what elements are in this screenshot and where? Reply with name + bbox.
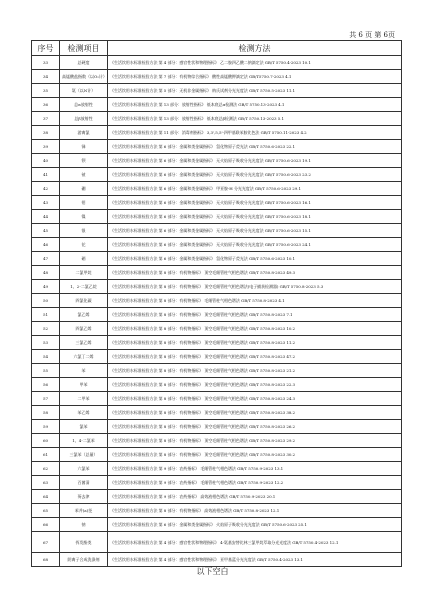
test-method: 《生活饮用水标准检验方法 第 8 部分：有机物指标》 顶空毛细管柱气相色谱法 GB/T 5750.8-2023 30.2 xyxy=(108,448,402,462)
row-number: 63 xyxy=(32,476,60,490)
table-body xyxy=(32,56,402,567)
table-row xyxy=(32,56,402,70)
table-row xyxy=(32,553,402,567)
row-number: 47 xyxy=(32,252,60,266)
table-row xyxy=(32,140,402,154)
table-row xyxy=(32,98,402,112)
test-method: 《生活饮用水标准检验方法 第 9 部分：农药指标》 毛细管柱气相色谱法 GB/T 5750.9-2023 12.2 xyxy=(108,476,402,490)
row-number: 59 xyxy=(32,420,60,434)
table-row xyxy=(32,462,402,476)
test-method: 《生活饮用水标准检验方法 第 6 部分：金属和类金属指标》 无火焰原子吸收分光光度法 GB/T 5750.6-2023 23.2 xyxy=(108,168,402,182)
test-method: 《生活饮用水标准检验方法 第 13 部分：放射性指标》 低本底总α检测法 GB/T 5750.13-2023 4.1 xyxy=(108,98,402,112)
test-method: 《生活饮用水标准检验方法 第 8 部分：有机物指标》 顶空毛细管柱气相色谱法 GB/T 5750.8-2023 49.3 xyxy=(108,266,402,280)
test-method: 《生活饮用水标准检验方法 第 5 部分：无机非金属指标》 纳氏试剂分光光度法 GB/T 5750.5-2023 11.1 xyxy=(108,84,402,98)
row-number: 53 xyxy=(32,336,60,350)
row-number: 42 xyxy=(32,182,60,196)
row-number: 58 xyxy=(32,406,60,420)
test-item: 阴离子合成洗涤剂 xyxy=(60,553,108,567)
test-method: 《生活饮用水标准检验方法 第 8 部分：有机物指标》 顶空毛细管柱气相色谱法 GB/T 5750.8-2023 22.3 xyxy=(108,378,402,392)
test-item: 1、4-二氯苯 xyxy=(60,434,108,448)
row-number: 35 xyxy=(32,84,60,98)
test-item: 莠去津 xyxy=(60,490,108,504)
test-item: 二甲苯 xyxy=(60,392,108,406)
table-row xyxy=(32,420,402,434)
test-item: 甲苯 xyxy=(60,378,108,392)
row-number: 62 xyxy=(32,462,60,476)
table-row xyxy=(32,112,402,126)
test-method: 《生活饮用水标准检验方法 第 8 部分：有机物指标》 顶空毛细管柱气相色谱法(电子捕获检测器) GB/T 5750.8-2023 5.3 xyxy=(108,280,402,294)
row-number: 55 xyxy=(32,364,60,378)
test-method: 《生活饮用水标准检验方法 第 13 部分：放射性指标》 低本底总β检测法 GB/T 5750.13-2023 5.1 xyxy=(108,112,402,126)
test-item: 挥发酚类 xyxy=(60,532,108,553)
table-row xyxy=(32,196,402,210)
test-item: 硒 xyxy=(60,252,108,266)
test-method: 《生活饮用水标准检验方法 第 8 部分：有机物指标》 顶空毛细管柱气相色谱法 GB/T 5750.8-2023 7.1 xyxy=(108,308,402,322)
table-row xyxy=(32,252,402,266)
test-item: 钠 xyxy=(60,518,108,532)
row-number: 61 xyxy=(32,448,60,462)
row-number: 68 xyxy=(32,553,60,567)
table-header-row xyxy=(32,41,402,56)
table-row xyxy=(32,168,402,182)
test-item: 铊 xyxy=(60,238,108,252)
test-item: 总α放射性 xyxy=(60,98,108,112)
test-method: 《生活饮用水标准检验方法 第 8 部分：有机物指标》 顶空毛细管柱气相色谱法 GB/T 5750.8-2023 26.2 xyxy=(108,420,402,434)
row-number: 39 xyxy=(32,140,60,154)
table-row xyxy=(32,504,402,518)
table-row xyxy=(32,182,402,196)
test-method: 《生活饮用水标准检验方法 第 6 部分：金属和类金属指标》 火焰原子吸收分光光度法 GB/T 5750.6-2023 25.1 xyxy=(108,518,402,532)
test-method: 《生活饮用水标准检验方法 第 8 部分：有机物指标》 顶空毛细管柱气相色谱法 GB/T 5750.8-2023 10.2 xyxy=(108,322,402,336)
test-item: 四氯乙烯 xyxy=(60,322,108,336)
row-number: 46 xyxy=(32,238,60,252)
table-row xyxy=(32,308,402,322)
row-number: 40 xyxy=(32,154,60,168)
test-method: 《生活饮用水标准检验方法 第 8 部分：有机物指标》 高效液相色谱法 GB/T 5750.8-2023 12.1 xyxy=(108,504,402,518)
table-row xyxy=(32,154,402,168)
test-method: 《生活饮用水标准检验方法 第 6 部分：金属和类金属指标》 氢化物原子荧光法 GB/T 5750.6-2023 10.1 xyxy=(108,252,402,266)
table-row xyxy=(32,476,402,490)
row-number: 49 xyxy=(32,280,60,294)
test-item: 总β放射性 xyxy=(60,112,108,126)
test-item: 铍 xyxy=(60,168,108,182)
test-item: 六氯苯 xyxy=(60,462,108,476)
test-item: 镍 xyxy=(60,210,108,224)
table-row xyxy=(32,84,402,98)
test-item: 氨（以N计） xyxy=(60,84,108,98)
table-row xyxy=(32,350,402,364)
test-methods-table xyxy=(31,40,402,567)
test-method: 《生活饮用水标准检验方法 第 4 部分：感官性状和物理指标》 4-氨基安替比林三氯甲烷萃取分光光度法 GB/T 5750.4-2023 12.1 xyxy=(108,532,402,553)
test-method: 《生活饮用水标准检验方法 第 8 部分：有机物指标》 顶空毛细管柱气相色谱法 GB/T 5750.8-2023 24.3 xyxy=(108,392,402,406)
table-row xyxy=(32,490,402,504)
row-number: 50 xyxy=(32,294,60,308)
row-number: 51 xyxy=(32,308,60,322)
table-row xyxy=(32,238,402,252)
test-method: 《生活饮用水标准检验方法 第 6 部分：金属和类金属指标》 氢化物原子荧光法 GB/T 5750.6-2023 22.1 xyxy=(108,140,402,154)
row-number: 60 xyxy=(32,434,60,448)
table-row xyxy=(32,336,402,350)
test-method: 《生活饮用水标准检验方法 第 8 部分：有机物指标》 顶空毛细管柱气相色谱法 GB/T 5750.8-2023 11.2 xyxy=(108,336,402,350)
table-row xyxy=(32,322,402,336)
test-item: 钡 xyxy=(60,154,108,168)
test-item: 氯苯 xyxy=(60,420,108,434)
table-row xyxy=(32,406,402,420)
test-item: 六氯丁二烯 xyxy=(60,350,108,364)
test-method: 《生活饮用水标准检验方法 第 6 部分：金属和类金属指标》 甲亚胺-H 分光光度法 GB/T 5750.6-2023 29.1 xyxy=(108,182,402,196)
table-row xyxy=(32,448,402,462)
blank-below-note: 以下空白 xyxy=(196,567,229,576)
row-number: 65 xyxy=(32,504,60,518)
row-number: 64 xyxy=(32,490,60,504)
table-row xyxy=(32,280,402,294)
test-method: 《生活饮用水标准检验方法 第 8 部分：有机物指标》 顶空毛细管柱气相色谱法 GB/T 5750.8-2023 21.2 xyxy=(108,364,402,378)
test-method: 《生活饮用水标准检验方法 第 8 部分：有机物指标》 顶空毛细管柱气相色谱法 GB/T 5750.8-2023 29.2 xyxy=(108,434,402,448)
test-method: 《生活饮用水标准检验方法 第 8 部分：有机物指标》 顶空毛细管柱气相色谱法 GB/T 5750.8-2023 38.2 xyxy=(108,406,402,420)
row-number: 48 xyxy=(32,266,60,280)
row-number: 43 xyxy=(32,196,60,210)
table-row xyxy=(32,210,402,224)
test-method: 《生活饮用水标准检验方法 第 6 部分：金属和类金属指标》 无火焰原子吸收分光光度法 GB/T 5750.6-2023 18.1 xyxy=(108,210,402,224)
row-number: 57 xyxy=(32,392,60,406)
row-number: 67 xyxy=(32,532,60,553)
row-number: 44 xyxy=(32,210,60,224)
test-item: 三氯乙烯 xyxy=(60,336,108,350)
test-item: 总硬度 xyxy=(60,56,108,70)
row-number: 37 xyxy=(32,112,60,126)
table-row xyxy=(32,70,402,84)
table-row xyxy=(32,392,402,406)
row-number: 52 xyxy=(32,322,60,336)
table-row xyxy=(32,378,402,392)
test-method: 《生活饮用水标准检验方法 第 9 部分：农药指标》 高效液相色谱法 GB/T 5750.9-2023 20.1 xyxy=(108,490,402,504)
test-method: 《生活饮用水标准检验方法 第 7 部分：有机物综合指标》 酸性高锰酸钾滴定法 GB/T5750.7-2023 4.1 xyxy=(108,70,402,84)
table-row xyxy=(32,224,402,238)
test-method: 《生活饮用水标准检验方法 第 11 部分：消毒剂指标》 3,3',5,5'-四甲基联苯胺比色法 GB/T 5750.11-2023 4.2 xyxy=(108,126,402,140)
test-item: 锑 xyxy=(60,140,108,154)
test-item: 硼 xyxy=(60,182,108,196)
test-item: 游离氯 xyxy=(60,126,108,140)
row-number: 66 xyxy=(32,518,60,532)
test-method: 《生活饮用水标准检验方法 第 6 部分：金属和类金属指标》 无火焰原子吸收分光光度法 GB/T 5750.6-2023 24.1 xyxy=(108,238,402,252)
test-method: 《生活饮用水标准检验方法 第 8 部分：有机物指标》 毛细管柱气相色谱法 GB/T 5750.8-2023 4.1 xyxy=(108,294,402,308)
header-test-method: 检测方法 xyxy=(108,41,402,56)
test-method: 《生活饮用水标准检验方法 第 4 部分：感官性状和物理指标》 乙二胺四乙酸二钠滴定法 GB/T 5750.4-2023 10.1 xyxy=(108,56,402,70)
test-item: 苯乙烯 xyxy=(60,406,108,420)
test-method: 《生活饮用水标准检验方法 第 4 部分：感官性状和物理指标》 亚甲基蓝分光光度法 GB/T 5750.4-2023 13.1 xyxy=(108,553,402,567)
table-row xyxy=(32,434,402,448)
test-method: 《生活饮用水标准检验方法 第 6 部分：金属和类金属指标》 无火焰原子吸收分光光度法 GB/T 5750.6-2023 16.1 xyxy=(108,196,402,210)
table-row xyxy=(32,532,402,553)
test-item: 氯乙烯 xyxy=(60,308,108,322)
test-method: 《生活饮用水标准检验方法 第 8 部分：有机物指标》 顶空毛细管柱气相色谱法 GB/T 5750.8-2023 47.2 xyxy=(108,350,402,364)
table-row xyxy=(32,518,402,532)
page-number-header: 共 6 页 第 6页 xyxy=(349,31,395,39)
test-item: 1、2-二氯乙烷 xyxy=(60,280,108,294)
table-row xyxy=(32,364,402,378)
test-item: 二氯甲烷 xyxy=(60,266,108,280)
row-number: 56 xyxy=(32,378,60,392)
test-item: 四氯化碳 xyxy=(60,294,108,308)
row-number: 38 xyxy=(32,126,60,140)
row-number: 36 xyxy=(32,98,60,112)
test-method: 《生活饮用水标准检验方法 第 6 部分：金属和类金属指标》 无火焰原子吸收分光光度法 GB/T 5750.6-2023 19.1 xyxy=(108,154,402,168)
table-row xyxy=(32,294,402,308)
test-item: 苯 xyxy=(60,364,108,378)
row-number: 33 xyxy=(32,56,60,70)
test-item: 三氯苯（总量） xyxy=(60,448,108,462)
row-number: 54 xyxy=(32,350,60,364)
test-item: 百菌清 xyxy=(60,476,108,490)
row-number: 41 xyxy=(32,168,60,182)
table-row xyxy=(32,126,402,140)
header-test-item: 检测项目 xyxy=(60,41,108,56)
test-item: 银 xyxy=(60,224,108,238)
test-item: 钼 xyxy=(60,196,108,210)
test-item: 苯并(a)芘 xyxy=(60,504,108,518)
row-number: 34 xyxy=(32,70,60,84)
table-row xyxy=(32,266,402,280)
row-number: 45 xyxy=(32,224,60,238)
header-serial-number: 序号 xyxy=(32,41,60,56)
test-method: 《生活饮用水标准检验方法 第 6 部分：金属和类金属指标》 无火焰原子吸收分光光度法 GB/T 5750.6-2023 15.1 xyxy=(108,224,402,238)
test-method: 《生活饮用水标准检验方法 第 9 部分：农药指标》 毛细管柱气相色谱法 GB/T 5750.9-2023 13.1 xyxy=(108,462,402,476)
test-item: 高锰酸盐指数（以O₂计） xyxy=(60,70,108,84)
